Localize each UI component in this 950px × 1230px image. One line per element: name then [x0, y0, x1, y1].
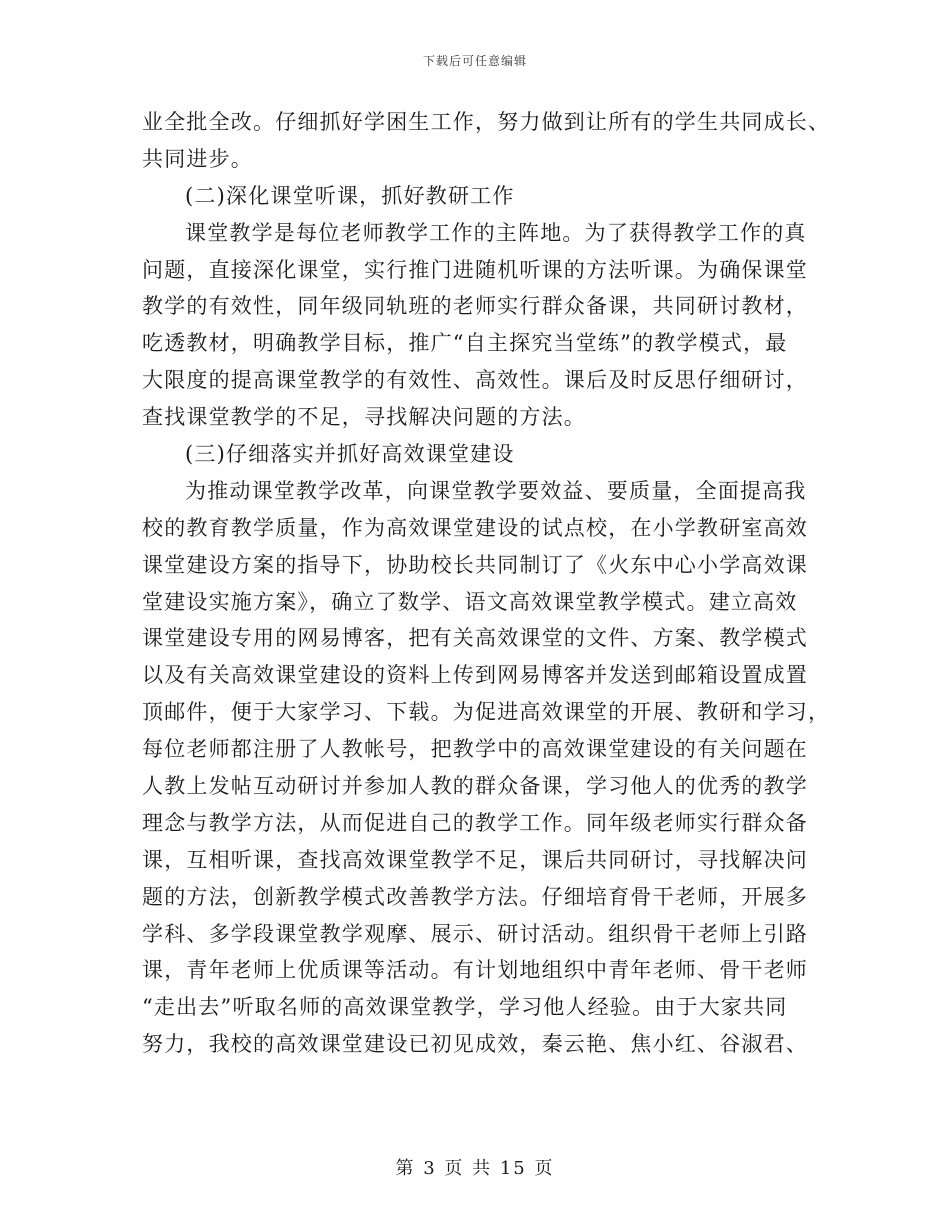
text-line: 查找课堂教学的不足，寻找解决问题的方法。: [142, 405, 586, 430]
text-line: 堂建设实施方案》，确立了数学、语文高效课堂教学模式。建立高效: [142, 589, 798, 614]
text-line: 教学的有效性，同年级同轨班的老师实行群众备课，共同研讨教材，: [142, 294, 808, 319]
text-line: 课，青年老师上优质课等活动。有计划地组织中青年老师、骨干老师: [142, 958, 808, 983]
text-line: 课堂教学是每位老师教学工作的主阵地。为了获得教学工作的真: [185, 220, 807, 245]
text-line: 共同进步。: [142, 146, 253, 171]
text-line: 学科、多学段课堂教学观摩、展示、研讨活动。组织骨干老师上引路: [142, 921, 808, 946]
text-line: 问题，直接深化课堂，实行推门进随机听课的方法听课。为确保课堂: [142, 257, 808, 282]
text-line: 课堂建设专用的网易博客，把有关高效课堂的文件、方案、教学模式: [142, 626, 808, 651]
text-line: 吃透教材，明确教学目标，推广“自主探究当堂练”的教学模式，最: [142, 331, 788, 356]
text-line: 顶邮件，便于大家学习、下载。为促进高效课堂的开展、教研和学习，: [142, 700, 831, 725]
text-line: 课堂建设方案的指导下，协助校长共同制订了《火东中心小学高效课: [142, 552, 808, 577]
text-line: 理念与教学方法，从而促进自己的教学工作。同年级老师实行群众备: [142, 810, 808, 835]
text-line: 以及有关高效课堂建设的资料上传到网易博客并发送到邮箱设置成置: [142, 663, 808, 688]
text-line: 人教上发帖互动研讨并参加人教的群众备课，学习他人的优秀的教学: [142, 774, 808, 799]
text-line: 努力，我校的高效课堂建设已初见成效，秦云艳、焦小红、谷淑君、: [142, 1032, 808, 1057]
page-number-footer: 第 3 页 共 15 页: [395, 1158, 555, 1179]
text-line: 每位老师都注册了人教帐号，把教学中的高效课堂建设的有关问题在: [142, 737, 808, 762]
page-header-note: 下载后可任意编辑: [422, 54, 527, 68]
text-line: 校的教育教学质量，作为高效课堂建设的试点校，在小学教研室高效: [142, 515, 808, 540]
text-line: (二)深化课堂听课，抓好教研工作: [185, 183, 515, 208]
text-line: 业全批全改。仔细抓好学困生工作，努力做到让所有的学生共同成长、: [142, 110, 831, 134]
text-line: 课，互相听课，查找高效课堂教学不足，课后共同研讨，寻找解决问: [142, 847, 808, 872]
text-line: 题的方法，创新教学模式改善教学方法。仔细培育骨干老师，开展多: [142, 884, 808, 909]
text-line: (三)仔细落实并抓好高效课堂建设: [185, 442, 515, 467]
text-line: “走出去”听取名师的高效课堂教学，学习他人经验。由于大家共同: [142, 995, 788, 1020]
text-line: 大限度的提高课堂教学的有效性、高效性。课后及时反思仔细研讨，: [142, 368, 808, 393]
document-body: [142, 104, 831, 1063]
text-line: 为推动课堂教学改革，向课堂教学要效益、要质量，全面提高我: [185, 478, 807, 503]
